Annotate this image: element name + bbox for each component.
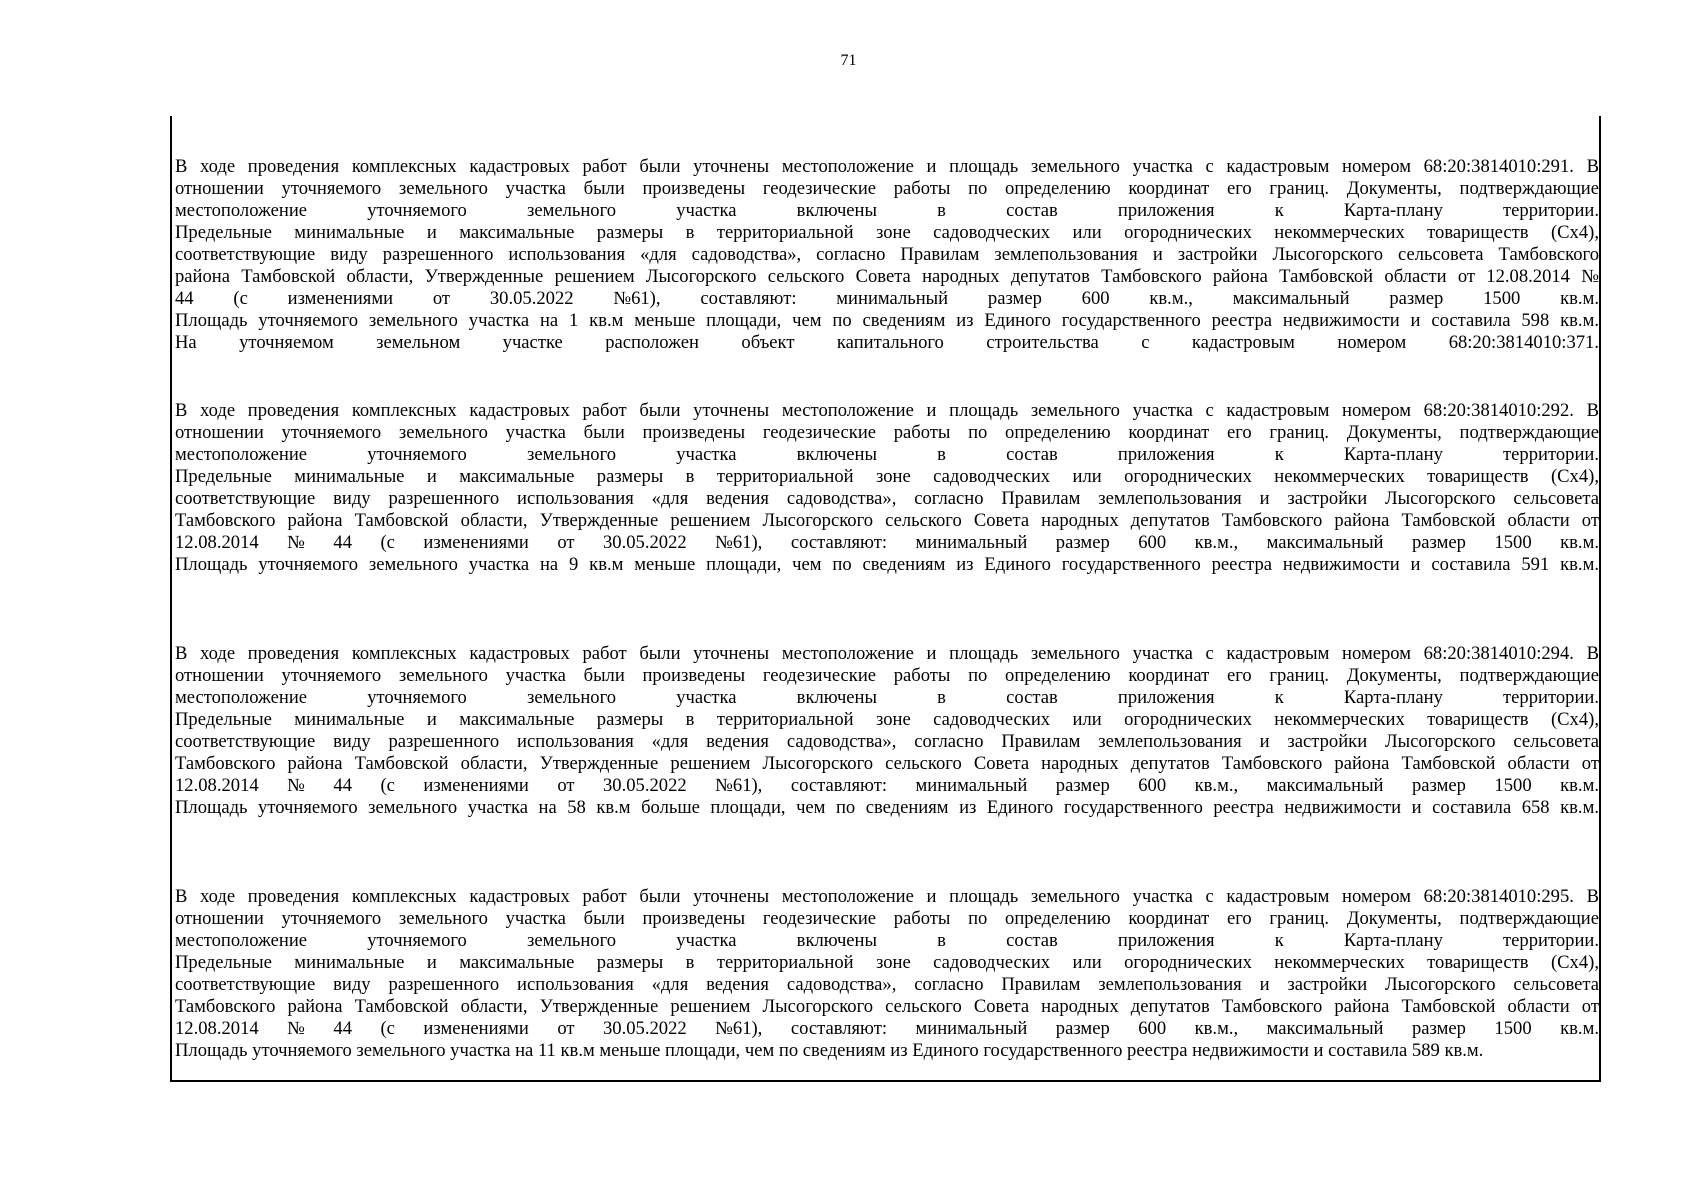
entry-line: Тамбовского района Тамбовской области, Утвержденные решением Лысогорского сельского Совета народных депутатов Тамбовского района Тамбовской области от xyxy=(175,510,1599,531)
entry-line: Предельные минимальные и максимальные размеры в территориальной зоне садоводческих или огороднических некоммерческих товариществ (Сх4), xyxy=(175,222,1599,243)
entry-line: района Тамбовской области, Утвержденные решением Лысогорского сельского Совета народных депутатов Тамбовского района Тамбовской области от 12.08.2014 № xyxy=(175,266,1599,287)
cadastral-entry-291 xyxy=(175,156,1599,354)
cadastral-entry-292 xyxy=(175,400,1599,576)
entry-line last-line: Площадь уточняемого земельного участка на 11 кв.м меньше площади, чем по сведениям из Единого государственного реестра недвижимости и составила 589 кв.м. xyxy=(175,1040,1484,1061)
entry-line: местоположение уточняемого земельного участка включены в состав приложения к Карта-плану территории. xyxy=(175,687,1599,708)
entry-line: Площадь уточняемого земельного участка на 58 кв.м больше площади, чем по сведениям из Единого государственного реестра недвижимости и составила 658 кв.м. xyxy=(175,797,1599,818)
entry-line: Предельные минимальные и максимальные размеры в территориальной зоне садоводческих или огороднических некоммерческих товариществ (Сх4), xyxy=(175,709,1599,730)
entry-line: местоположение уточняемого земельного участка включены в состав приложения к Карта-плану территории. xyxy=(175,444,1599,465)
entry-line: соответствующие виду разрешенного использования «для садоводства», согласно Правилам землепользования и застройки Лысогорского сельсовета Тамбовского xyxy=(175,244,1599,265)
entry-line: отношении уточняемого земельного участка были произведены геодезические работы по определению координат его границ. Документы, подтверждающие xyxy=(175,178,1599,199)
entry-line: Предельные минимальные и максимальные размеры в территориальной зоне садоводческих или огороднических некоммерческих товариществ (Сх4), xyxy=(175,952,1599,973)
entry-line: отношении уточняемого земельного участка были произведены геодезические работы по определению координат его границ. Документы, подтверждающие xyxy=(175,908,1599,929)
entry-line: В ходе проведения комплексных кадастровых работ были уточнены местоположение и площадь земельного участка с кадастровым номером 68:20:3814010:291. В xyxy=(175,156,1599,177)
cadastral-entry-294 xyxy=(175,643,1599,819)
entry-line: Площадь уточняемого земельного участка на 9 кв.м меньше площади, чем по сведениям из Единого государственного реестра недвижимости и составила 591 кв.м. xyxy=(175,554,1599,575)
entry-line: Площадь уточняемого земельного участка на 1 кв.м меньше площади, чем по сведениям из Единого государственного реестра недвижимости и составила 598 кв.м. xyxy=(175,310,1599,331)
entry-line: Предельные минимальные и максимальные размеры в территориальной зоне садоводческих или огороднических некоммерческих товариществ (Сх4), xyxy=(175,466,1599,487)
entry-line: соответствующие виду разрешенного использования «для ведения садоводства», согласно Правилам землепользования и застройки Лысогорского сельсовета xyxy=(175,731,1599,752)
entry-line: отношении уточняемого земельного участка были произведены геодезические работы по определению координат его границ. Документы, подтверждающие xyxy=(175,422,1599,443)
table-cell-frame xyxy=(170,116,1601,1082)
entry-line: 12.08.2014 № 44 (с изменениями от 30.05.2022 №61), составляют: минимальный размер 600 кв.м., максимальный размер 1500 кв.м. xyxy=(175,775,1599,796)
entry-line: соответствующие виду разрешенного использования «для ведения садоводства», согласно Правилам землепользования и застройки Лысогорского сельсовета xyxy=(175,974,1599,995)
entry-line: Тамбовского района Тамбовской области, Утвержденные решением Лысогорского сельского Совета народных депутатов Тамбовского района Тамбовской области от xyxy=(175,753,1599,774)
entry-line: местоположение уточняемого земельного участка включены в состав приложения к Карта-плану территории. xyxy=(175,200,1599,221)
cadastral-entry-295 xyxy=(175,886,1599,1062)
entry-line: 12.08.2014 № 44 (с изменениями от 30.05.2022 №61), составляют: минимальный размер 600 кв.м., максимальный размер 1500 кв.м. xyxy=(175,1018,1599,1039)
entry-line: В ходе проведения комплексных кадастровых работ были уточнены местоположение и площадь земельного участка с кадастровым номером 68:20:3814010:295. В xyxy=(175,886,1599,907)
entry-line: В ходе проведения комплексных кадастровых работ были уточнены местоположение и площадь земельного участка с кадастровым номером 68:20:3814010:294. В xyxy=(175,643,1599,664)
entry-line: В ходе проведения комплексных кадастровых работ были уточнены местоположение и площадь земельного участка с кадастровым номером 68:20:3814010:292. В xyxy=(175,400,1599,421)
entry-line: соответствующие виду разрешенного использования «для ведения садоводства», согласно Правилам землепользования и застройки Лысогорского сельсовета xyxy=(175,488,1599,509)
page-number: 71 xyxy=(840,52,857,69)
entry-line: отношении уточняемого земельного участка были произведены геодезические работы по определению координат его границ. Документы, подтверждающие xyxy=(175,665,1599,686)
entry-line: 12.08.2014 № 44 (с изменениями от 30.05.2022 №61), составляют: минимальный размер 600 кв.м., максимальный размер 1500 кв.м. xyxy=(175,532,1599,553)
entry-line: На уточняемом земельном участке расположен объект капитального строительства с кадастровым номером 68:20:3814010:371. xyxy=(175,332,1599,353)
entry-line: Тамбовского района Тамбовской области, Утвержденные решением Лысогорского сельского Совета народных депутатов Тамбовского района Тамбовской области от xyxy=(175,996,1599,1017)
entry-line: 44 (с изменениями от 30.05.2022 №61), составляют: минимальный размер 600 кв.м., максимальный размер 1500 кв.м. xyxy=(175,288,1599,309)
entry-line: местоположение уточняемого земельного участка включены в состав приложения к Карта-плану территории. xyxy=(175,930,1599,951)
